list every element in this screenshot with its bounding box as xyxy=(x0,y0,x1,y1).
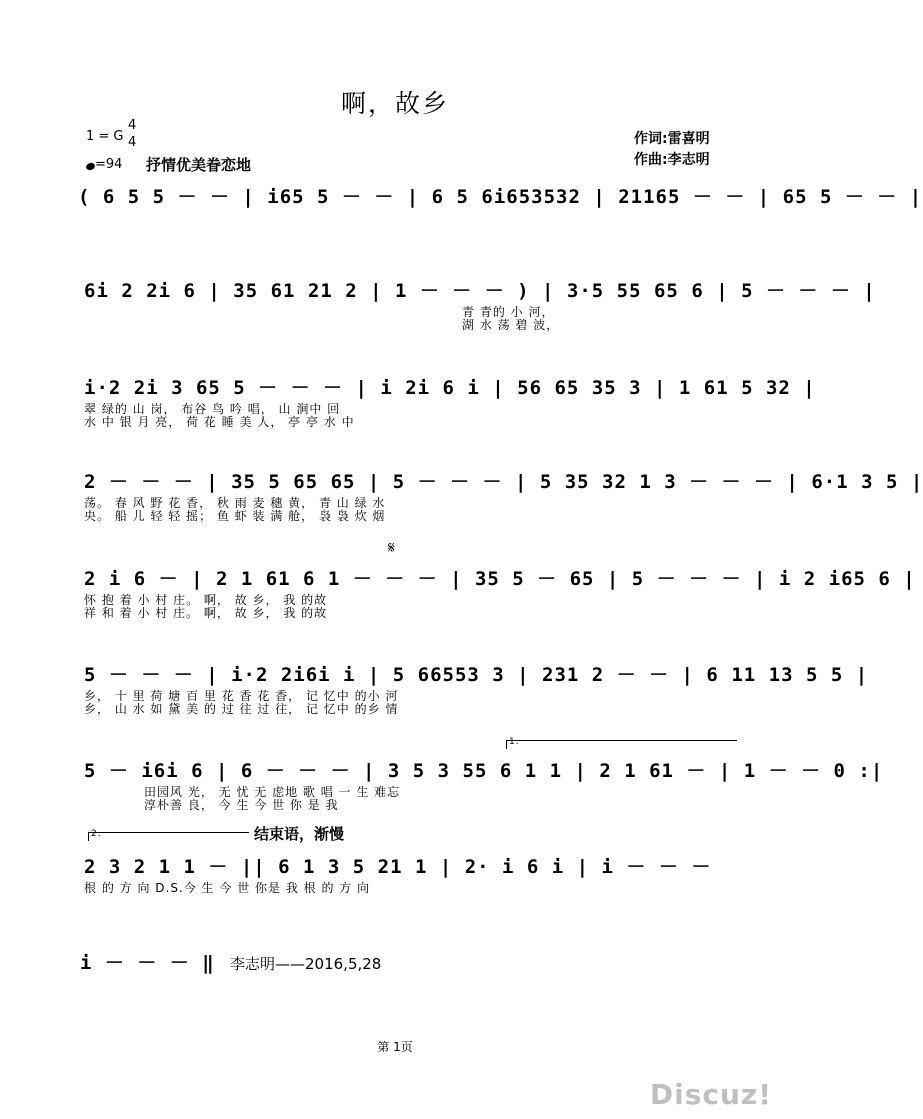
lyrics-line-2a: 青 青的 小 河， xyxy=(462,305,555,319)
expression-marking: 抒情优美眷恋地 xyxy=(146,156,252,174)
meter-bottom: 4 xyxy=(128,135,137,150)
meter-top: 4 xyxy=(128,118,137,133)
volta-1-label: 1. xyxy=(509,737,520,747)
lyrics-line-5b: 祥 和 着 小 村 庄。 啊， 故 乡， 我 的故 xyxy=(84,606,328,620)
key-signature: 1 = G xyxy=(86,129,124,144)
notation-line-9: i － － － ‖ xyxy=(80,952,215,974)
tempo-marking: =94 xyxy=(86,157,122,172)
notation-line-5: 2 i 6 － | 2 1 61 6 1 － － － | 35 5 － 65 | 5 － － － | i 2 i65 6 | xyxy=(84,568,916,590)
composer-signature: 李志明——2016,5,28 xyxy=(230,955,382,973)
lyrics-line-3a: 翠 绿的 山 岗， 布谷 鸟 吟 唱， 山 涧中 回 xyxy=(84,402,341,416)
notation-line-8: 2 3 2 1 1 － || 6 1 3 5 21 1 | 2· i 6 i | i － － － xyxy=(84,856,712,878)
lyrics-line-7a: 田园风 光， 无 忧 无 虑地 歌 唱 一 生 难忘 xyxy=(144,785,401,799)
lyrics-line-2b: 湖 水 荡 碧 波， xyxy=(462,318,560,332)
ending-marking: 结束语，渐慢 xyxy=(254,825,345,843)
notation-line-1: ( 6 5 5 － － | i65 5 － － | 6 5 6i653532 | 21165 － － | 65 5 － － | xyxy=(78,186,923,208)
watermark-logo: Discuz! xyxy=(649,1078,772,1111)
notation-line-6: 5 － － － | i·2 2i6i i | 5 66553 3 | 231 2 － － | 6 11 13 5 5 | xyxy=(84,664,869,686)
lyrics-line-6a: 乡， 十 里 荷 塘 百 里 花 香 花 香， 记 忆中 的小 河 xyxy=(84,689,399,703)
lyrics-line-3b: 水 中 银 月 亮， 荷 花 睡 美 人， 亭 亭 水 中 xyxy=(84,415,355,429)
volta-2-bracket xyxy=(88,832,249,841)
lyrics-line-5a: 怀 抱 着 小 村 庄。 啊， 故 乡， 我 的故 xyxy=(84,593,328,607)
composer-credit: 作曲:李志明 xyxy=(634,152,710,168)
notation-line-7: 5 － i6i 6 | 6 － － － | 3 5 3 55 6 1 1 | 2 1 61 － | 1 － － 0 :| xyxy=(84,760,884,782)
song-title: 啊，故乡 xyxy=(340,89,449,118)
lyrics-line-4a: 荡。 春 风 野 花 香， 秋 雨 麦 穗 黄， 青 山 绿 水 xyxy=(84,496,386,510)
lyrics-line-6b: 乡， 山 水 如 黛 美 的 过 往 过 往， 记 忆中 的乡 情 xyxy=(84,702,399,716)
time-signature xyxy=(128,117,136,151)
segno-icon: 𝄋 xyxy=(388,538,395,557)
lyrics-line-7b: 淳朴善 良， 今 生 今 世 你 是 我 xyxy=(144,798,339,812)
volta-2-label: 2. xyxy=(91,829,102,839)
volta-1-bracket xyxy=(506,740,737,749)
lyricist-credit: 作词:雷喜明 xyxy=(634,131,710,147)
lyrics-line-8a: 根 的 方 向 D.S.今 生 今 世 你是 我 根 的 方 向 xyxy=(84,881,371,895)
lyrics-line-4b: 央。 船 儿 轻 轻 摇； 鱼 虾 装 满 舱， 袅 袅 炊 烟 xyxy=(84,509,386,523)
notation-line-2: 6i 2 2i 6 | 35 61 21 2 | 1 － － － ) | 3·5 55 65 6 | 5 － － － | xyxy=(84,280,876,302)
notation-line-3: i·2 2i 3 65 5 － － － | i 2i 6 i | 56 65 35 3 | 1 61 5 32 | xyxy=(84,377,816,399)
notation-line-4: 2 － － － | 35 5 65 65 | 5 － － － | 5 35 32 1 3 － － － | 6·1 3 5 | xyxy=(84,471,923,493)
page-number: 第 1页 xyxy=(377,1040,413,1054)
